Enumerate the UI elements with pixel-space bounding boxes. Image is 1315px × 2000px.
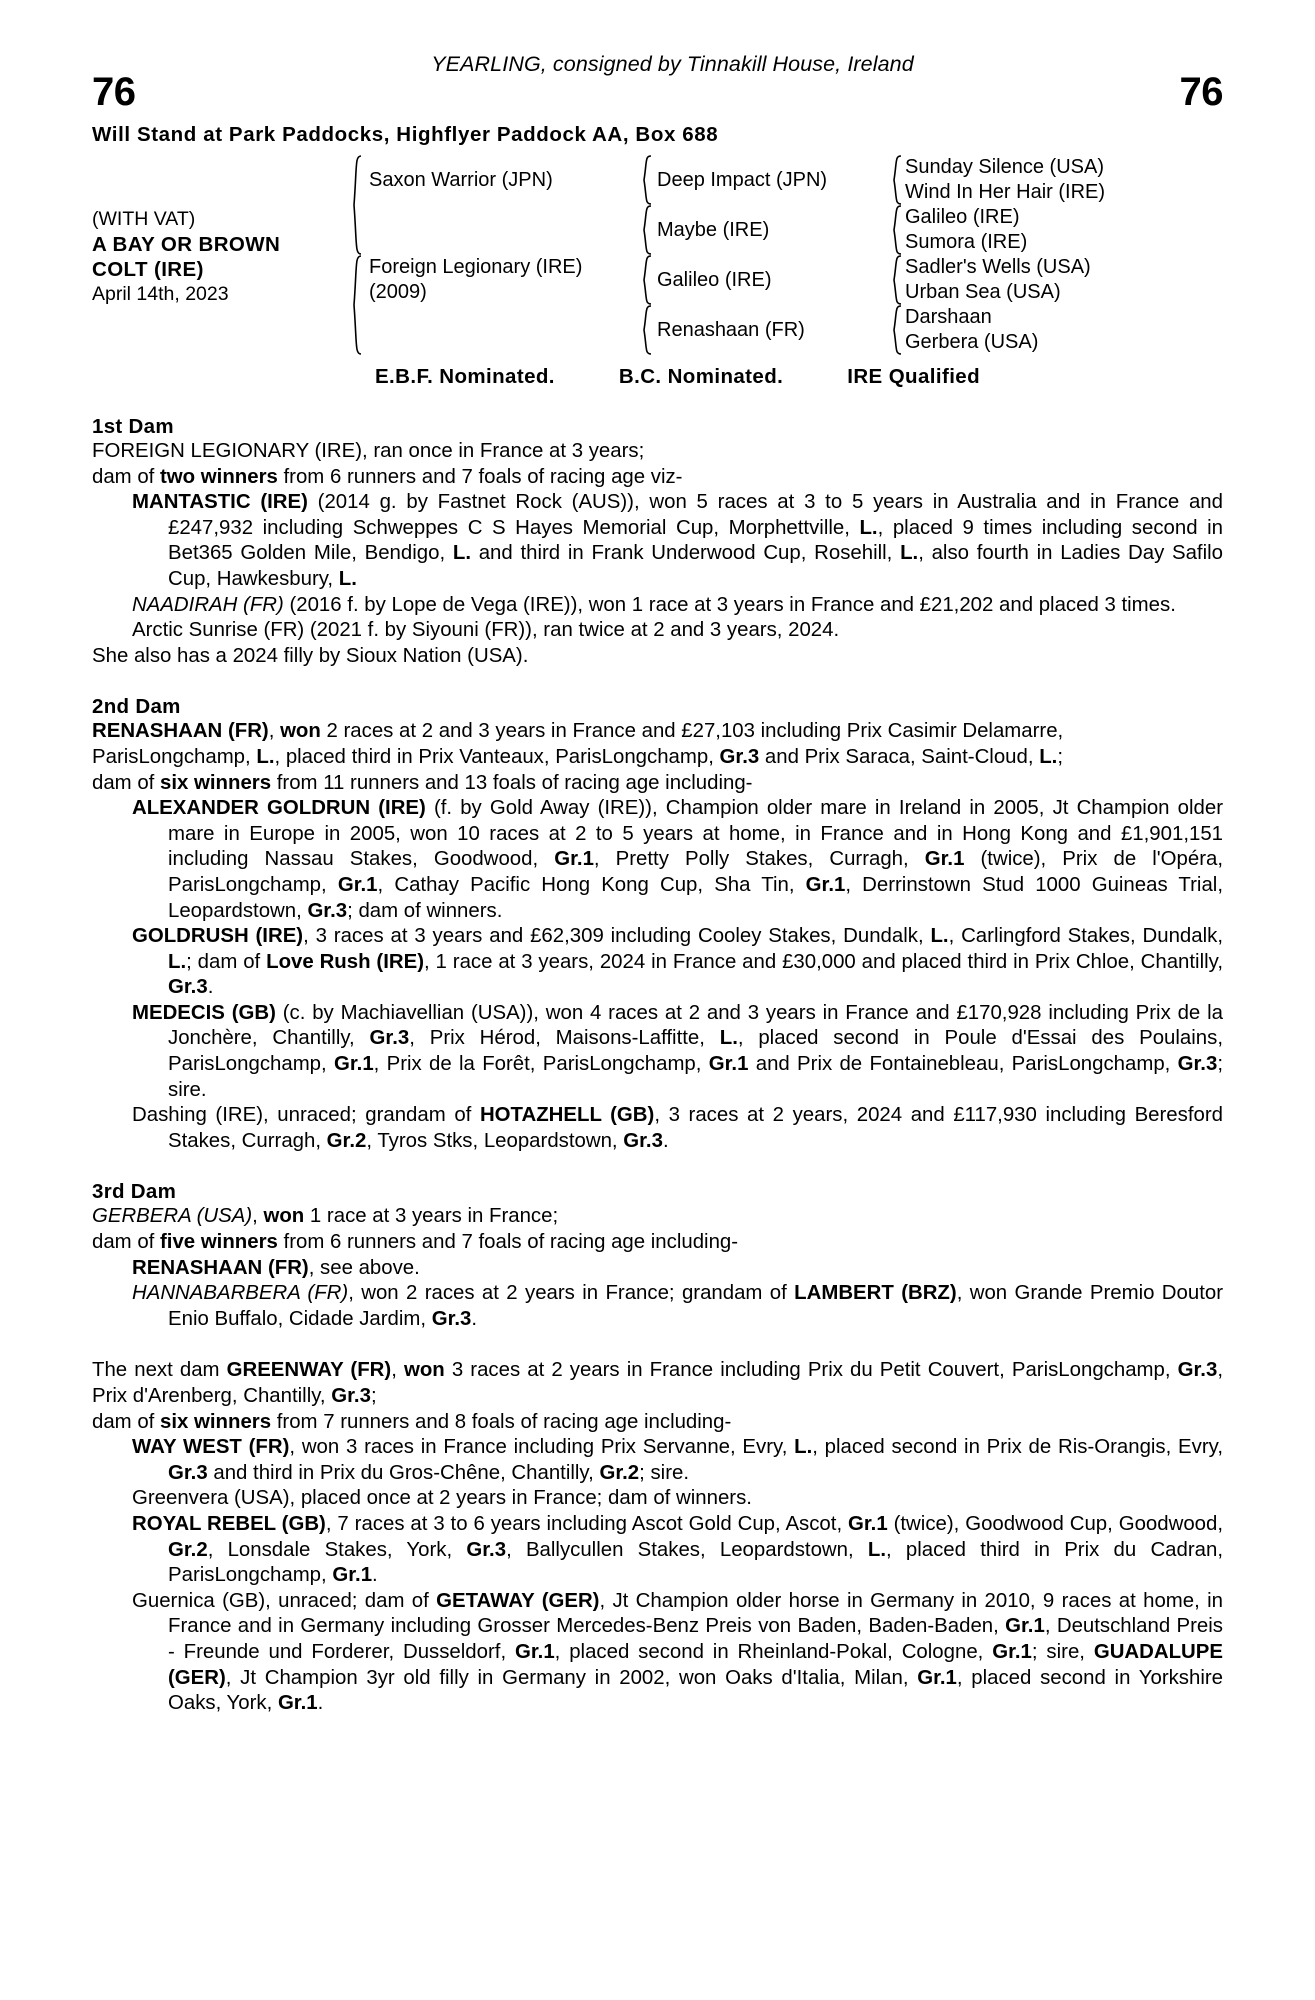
progeny-entry: NAADIRAH (FR) (2016 f. by Lope de Vega (IRE)), won 1 race at 3 years in France and £21,202 and placed 3 times. [132, 593, 1176, 616]
lot-number-left: 76 [92, 70, 136, 114]
progeny-entry: GOLDRUSH (IRE), 3 races at 3 years and £62,309 including Cooley Stakes, Dundalk, L., Carlingford Stakes, Dundalk, L.; dam of Love Rush (IRE), 1 race at 3 years, 2024 in France and £30,000 and placed third in Prix Chloe, Chantilly, Gr.3. [132, 925, 1223, 999]
ss-parents [905, 155, 1185, 205]
progeny-entry: Guernica (GB), unraced; dam of GETAWAY (GER), Jt Champion older horse in Germany in 2010, 9 races at home, in France and in Germany including Grosser Mercedes-Benz Preis von Baden, Baden-Baden, Gr.1, Deutschland Preis - Freunde und Forderer, Dusseldorf, Gr.1, placed second in Rheinland-Pokal, Cologne, Gr.1; sire, GUADALUPE (GER), Jt Champion 3yr old filly in Germany in 2002, won Oaks d'Italia, Milan, Gr.1, placed second in Yorkshire Oaks, York, Gr.1. [132, 1589, 1224, 1715]
dam-section [92, 695, 1223, 1154]
subject-colour: A BAY OR BROWN [92, 233, 281, 256]
next-dam-lead: The next dam GREENWAY (FR), won 3 races at 2 years in France including Prix du Petit Couvert, ParisLongchamp, Gr.3, Prix d'Arenberg, Chantilly, Gr.3; dam of six winners from 7 runners and 8 foals of racing age including- [92, 1359, 1223, 1433]
subject-foaling-date: April 14th, 2023 [92, 283, 229, 305]
dam-lead: FOREIGN LEGIONARY (IRE), ran once in France at 3 years; dam of two winners from 6 runners and 7 foals of racing age viz- [92, 440, 683, 488]
next-dam-section [92, 1358, 1223, 1716]
ds-parents [905, 255, 1185, 305]
ss-dam: Wind In Her Hair (IRE) [905, 181, 1106, 203]
stand-at-line: Will Stand at Park Paddocks, Highflyer Paddock AA, Box 688 [92, 123, 719, 146]
dd-parents [905, 305, 1185, 355]
progeny-entry: HANNABARBERA (FR), won 2 races at 2 years in France; grandam of LAMBERT (BRZ), won Grande Premio Doutor Enio Buffalo, Cidade Jardim, Gr.3. [132, 1282, 1224, 1330]
dam-section [92, 415, 1223, 669]
ds-sire: Sadler's Wells (USA) [905, 256, 1091, 278]
dam-heading: 3rd Dam [92, 1180, 177, 1204]
bc-nomination: B.C. Nominated. [618, 365, 784, 388]
dd-dam: Gerbera (USA) [905, 331, 1039, 353]
sd-parents [905, 205, 1185, 255]
pedigree-table [92, 155, 1223, 355]
dam-lead: RENASHAAN (FR), won 2 races at 2 and 3 years in France and £27,103 including Prix Casimir Delamarre, ParisLongchamp, L., placed third in Prix Vanteaux, ParisLongchamp, Gr.3 and Prix Saraca, Saint-Cloud, L.; dam of six winners from 11 runners and 13 foals of racing age including- [92, 720, 1064, 794]
consignment-line: YEARLING, consigned by Tinnakill House, Ireland [431, 52, 914, 76]
brace-dam-dam [637, 305, 657, 355]
dam-lead: GERBERA (USA), won 1 race at 3 years in France; dam of five winners from 6 runners and 7 foals of racing age including- [92, 1205, 739, 1254]
dd-sire: Darshaan [905, 306, 992, 328]
lot-number-right: 76 [1179, 70, 1223, 114]
ds-dam: Urban Sea (USA) [905, 281, 1061, 303]
brace-sd [887, 205, 905, 255]
dam-name: Foreign Legionary (IRE) [369, 256, 583, 278]
brace-dd [887, 305, 905, 355]
ss-sire: Sunday Silence (USA) [905, 156, 1104, 178]
dams-dam: Renashaan (FR) [657, 318, 805, 341]
ire-qualified: IRE Qualified [847, 365, 981, 388]
brace-dam [347, 255, 369, 355]
lot-number-row [92, 71, 1223, 113]
brace-sire [347, 155, 369, 255]
dam-heading: 2nd Dam [92, 695, 181, 719]
dam-footer: She also has a 2024 filly by Sioux Nation (USA). [92, 644, 529, 667]
sires-sire: Deep Impact (JPN) [657, 168, 828, 191]
nominations-row [92, 365, 1223, 389]
dam-year: (2009) [369, 281, 427, 303]
sire-name: Saxon Warrior (JPN) [369, 168, 553, 191]
progeny-entry: MEDECIS (GB) (c. by Machiavellian (USA)), won 4 races at 2 and 3 years in France and £170,928 including Prix de la Jonchère, Chantilly, Gr.3, Prix Hérod, Maisons-Laffitte, L., placed second in Poule d'Essai des Poulains, ParisLongchamp, Gr.1, Prix de la Forêt, ParisLongchamp, Gr.1 and Prix de Fontainebleau, ParisLongchamp, Gr.3; sire. [132, 1001, 1223, 1101]
subject-details [92, 155, 347, 355]
sires-dam: Maybe (IRE) [657, 218, 770, 241]
sd-sire: Galileo (IRE) [905, 206, 1020, 228]
dam-heading: 1st Dam [92, 415, 174, 438]
progeny-entry: ALEXANDER GOLDRUN (IRE) (f. by Gold Away (IRE)), Champion older mare in Ireland in 2005, Jt Champion older mare in Europe in 2005, won 10 races at 2 to 5 years at home, in France and in Hong Kong and £1,901,151 including Nassau Stakes, Goodwood, Gr.1, Pretty Polly Stakes, Curragh, Gr.1 (twice), Prix de l'Opéra, ParisLongchamp, Gr.1, Cathay Pacific Hong Kong Cup, Sha Tin, Gr.1, Derrinstown Stud 1000 Guineas Trial, Leopardstown, Gr.3; dam of winners. [132, 797, 1223, 922]
brace-ds [887, 255, 905, 305]
dam-sections [92, 415, 1223, 1332]
ebf-nomination: E.B.F. Nominated. [374, 365, 555, 388]
progeny-entry: WAY WEST (FR), won 3 races in France including Prix Servanne, Evry, L., placed second in Prix de Ris-Orangis, Evry, Gr.3 and third in Prix du Gros-Chêne, Chantilly, Gr.2; sire. [132, 1436, 1223, 1484]
brace-dam-sire [637, 255, 657, 305]
vat-note: (WITH VAT) [92, 208, 196, 230]
progeny-entry: MANTASTIC (IRE) (2014 g. by Fastnet Rock (AUS)), won 5 races at 3 to 5 years in Australia and in France and £247,932 including Schweppes C S Hayes Memorial Cup, Morphettville, L., placed 9 times including second in Bet365 Golden Mile, Bendigo, L. and third in Frank Underwood Cup, Rosehill, L., also fourth in Ladies Day Safilo Cup, Hawkesbury, L. [132, 491, 1224, 590]
progeny-entry: Greenvera (USA), placed once at 2 years in France; dam of winners. [132, 1487, 752, 1510]
brace-sire-sire [637, 155, 657, 205]
subject-sex: COLT (IRE) [92, 258, 204, 281]
dams-sire: Galileo (IRE) [657, 268, 772, 291]
progeny-entry: ROYAL REBEL (GB), 7 races at 3 to 6 years including Ascot Gold Cup, Ascot, Gr.1 (twice), Goodwood Cup, Goodwood, Gr.2, Lonsdale Stakes, York, Gr.3, Ballycullen Stakes, Leopardstown, L., placed third in Prix du Cadran, ParisLongchamp, Gr.1. [132, 1512, 1223, 1587]
dam-section [92, 1180, 1223, 1332]
dam-block [369, 255, 637, 305]
progeny-entry: Arctic Sunrise (FR) (2021 f. by Siyouni (FR)), ran twice at 2 and 3 years, 2024. [132, 619, 840, 642]
brace-sire-dam [637, 205, 657, 255]
progeny-entry: RENASHAAN (FR), see above. [132, 1256, 420, 1279]
progeny-entry: Dashing (IRE), unraced; grandam of HOTAZHELL (GB), 3 races at 2 years, 2024 and £117,930 including Beresford Stakes, Curragh, Gr.2, Tyros Stks, Leopardstown, Gr.3. [132, 1104, 1223, 1152]
sd-dam: Sumora (IRE) [905, 231, 1028, 253]
brace-ss [887, 155, 905, 205]
